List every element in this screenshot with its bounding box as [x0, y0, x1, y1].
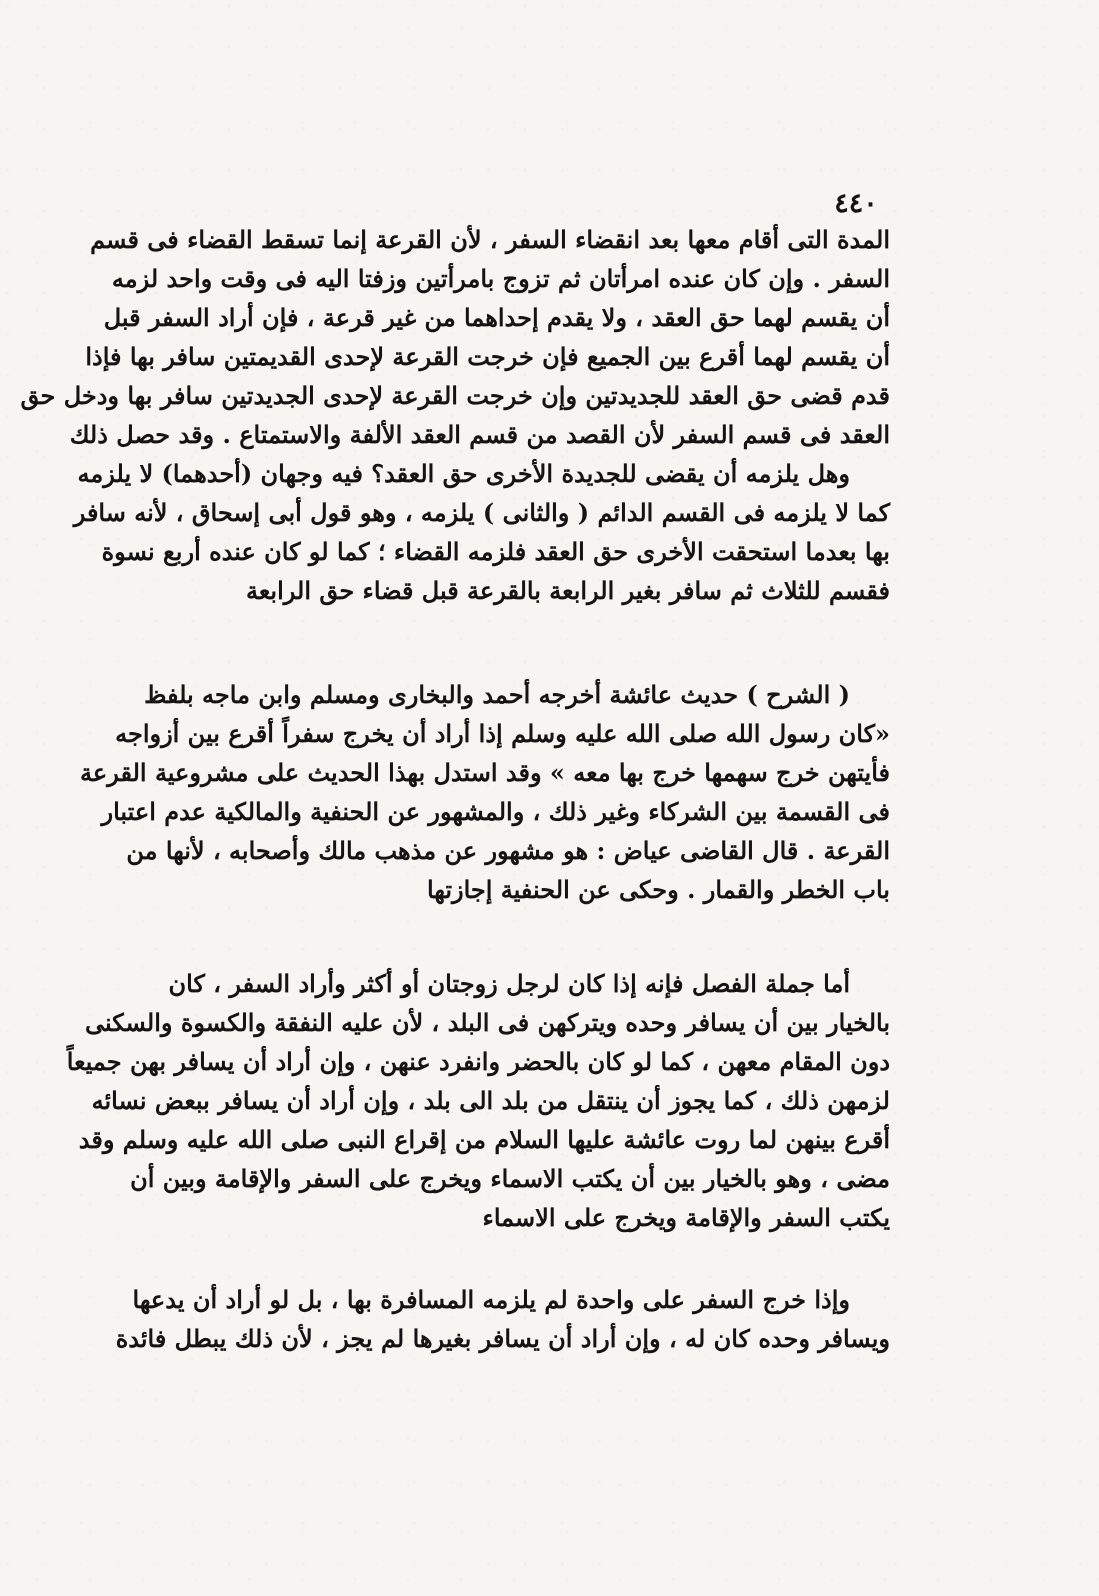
- page-number: ٤٤٠: [834, 188, 878, 219]
- text-line: العقد فى قسم السفر لأن القصد من قسم العقد الألفة والاستمتاع . وقد حصل ذلك: [69, 420, 890, 449]
- text-line: المدة التى أقام معها بعد انقضاء السفر ، لأن القرعة إنما تسقط القضاء فى قسم: [90, 225, 890, 254]
- text-line: دون المقام معهن ، كما لو كان بالحضر وانفرد عنهن ، وإن أراد أن يسافر بهن جميعاً: [66, 1047, 890, 1076]
- text-line: فقسم للثلاث ثم سافر بغير الرابعة بالقرعة قبل قضاء حق الرابعة: [245, 576, 890, 605]
- text-line: وإذا خرج السفر على واحدة لم يلزمه المسافرة بها ، بل لو أراد أن يدعها: [132, 1285, 850, 1314]
- paragraph-3: [66, 964, 890, 1237]
- text-line: مضى ، وهو بالخيار بين أن يكتب الاسماء ويخرج على السفر والإقامة وبين أن: [130, 1164, 890, 1193]
- text-line: لزمهن ذلك ، كما يجوز أن ينتقل من بلد الى بلد ، وإن أراد أن يسافر ببعض نسائه: [91, 1086, 890, 1115]
- text-line: أن يقسم لهما حق العقد ، ولا يقدم إحداهما من غير قرعة ، فإن أراد السفر قبل: [103, 303, 890, 332]
- paragraph-1: [20, 220, 890, 610]
- text-line: «كان رسول الله صلى الله عليه وسلم إذا أراد أن يخرج سفراً أقرع بين أزواجه: [115, 719, 890, 748]
- text-line: فأيتهن خرج سهمها خرج بها معه » وقد استدل بهذا الحديث على مشروعية القرعة: [80, 758, 890, 787]
- paragraph-commentary: [80, 675, 890, 909]
- text-line: أقرع بينهن لما روت عائشة عليها السلام من إقراع النبى صلى الله عليه وسلم وقد: [78, 1125, 890, 1154]
- text-line: كما لا يلزمه فى القسم الدائم ( والثانى ) يلزمه ، وهو قول أبى إسحاق ، لأنه سافر: [73, 498, 890, 527]
- text-line: ويسافر وحده كان له ، وإن أراد أن يسافر بغيرها لم يجز ، لأن ذلك يبطل فائدة: [115, 1324, 890, 1353]
- text-line: ( الشرح ) حديث عائشة أخرجه أحمد والبخارى ومسلم وابن ماجه بلفظ: [144, 680, 850, 709]
- text-line: أما جملة الفصل فإنه إذا كان لرجل زوجتان أو أكثر وأراد السفر ، كان: [168, 969, 850, 998]
- text-line: وهل يلزمه أن يقضى للجديدة الأخرى حق العقد؟ فيه وجهان (أحدهما) لا يلزمه: [77, 459, 850, 488]
- text-line: فى القسمة بين الشركاء وغير ذلك ، والمشهور عن الحنفية والمالكية عدم اعتبار: [101, 797, 890, 826]
- text-line: القرعة . قال القاضى عياض : هو مشهور عن مذهب مالك وأصحابه ، لأنها من: [126, 836, 890, 865]
- text-line: قدم قضى حق العقد للجديدتين وإن خرجت القرعة لإحدى الجديدتين سافر بها ودخل حق: [20, 381, 890, 410]
- text-line: السفر . وإن كان عنده امرأتان ثم تزوج بامرأتين وزفتا اليه فى وقت واحد لزمه: [111, 264, 890, 293]
- text-line: بها بعدما استحقت الأخرى حق العقد فلزمه القضاء ؛ كما لو كان عنده أربع نسوة: [101, 537, 890, 566]
- paragraph-4: [115, 1280, 890, 1358]
- text-line: أن يقسم لهما أقرع بين الجميع فإن خرجت القرعة لإحدى القديمتين سافر بها فإذا: [85, 342, 890, 371]
- text-line: باب الخطر والقمار . وحكى عن الحنفية إجازتها: [426, 875, 890, 904]
- text-line: بالخيار بين أن يسافر وحده ويتركهن فى البلد ، لأن عليه النفقة والكسوة والسكنى: [84, 1008, 890, 1037]
- text-line: يكتب السفر والإقامة ويخرج على الاسماء: [482, 1203, 890, 1232]
